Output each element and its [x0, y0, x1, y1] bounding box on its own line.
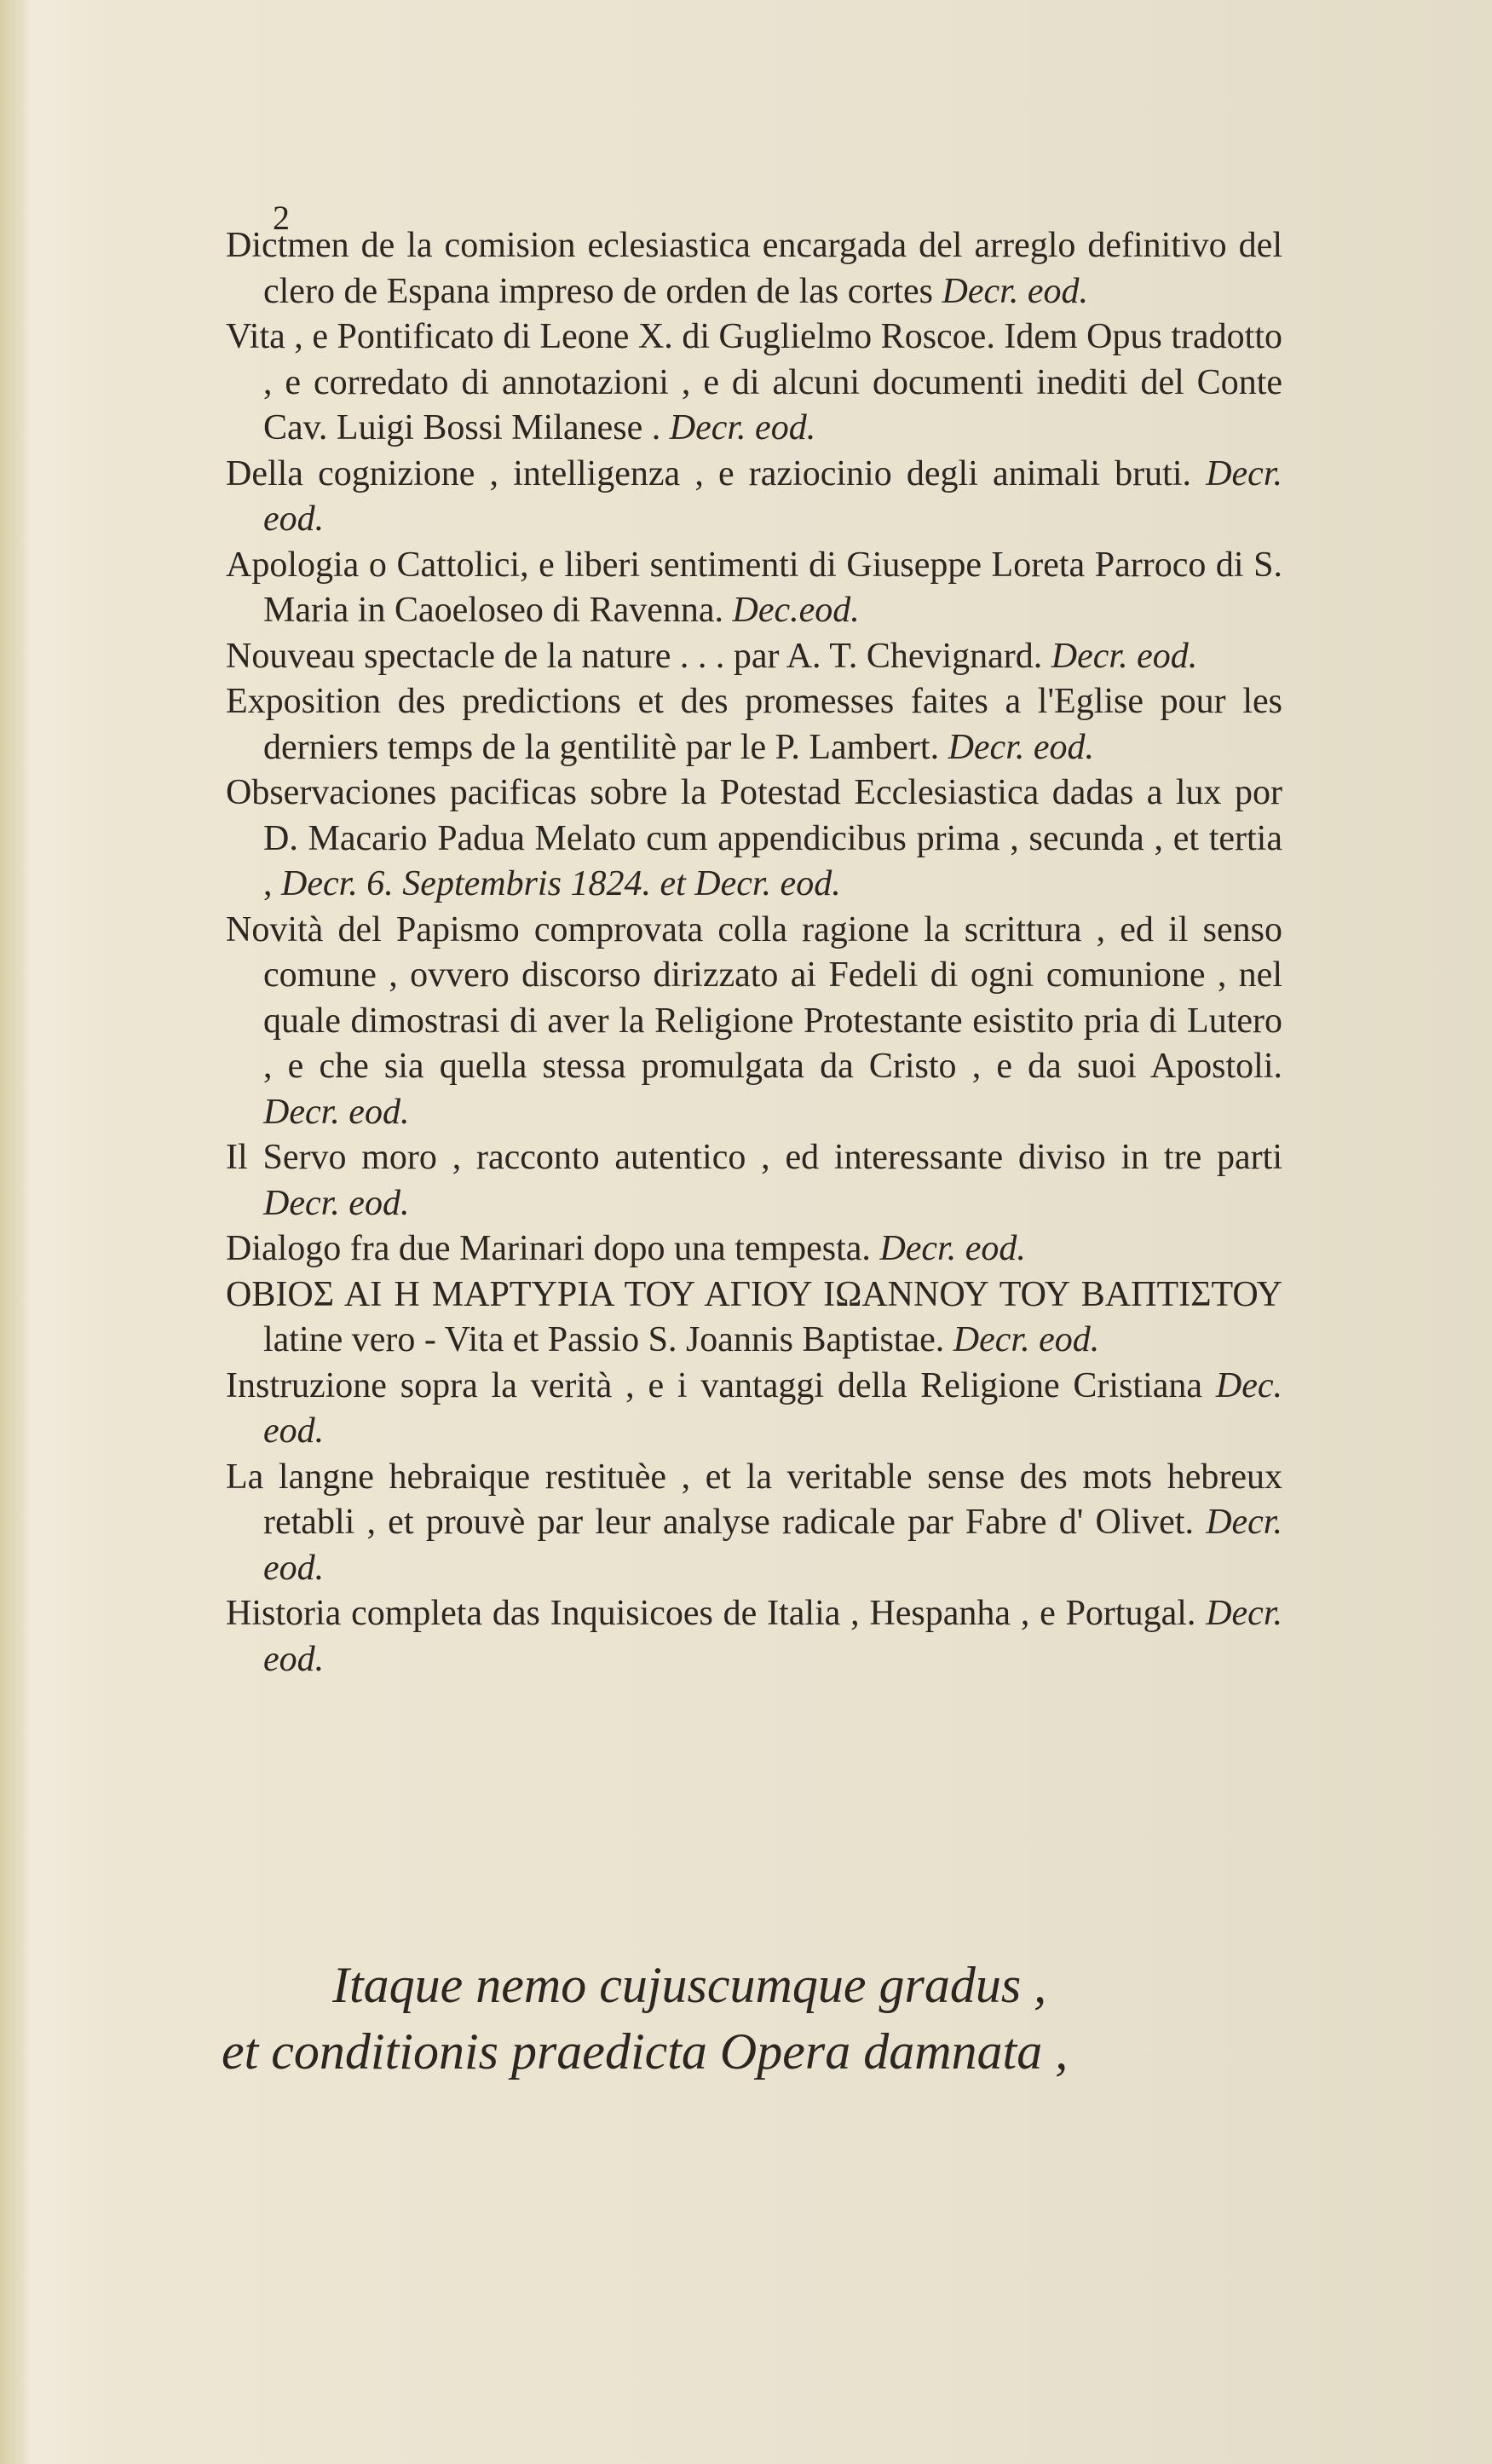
catalog-entry [226, 452, 1282, 543]
entry-title: Historia completa das Inquisicoes de Italia , Hespanha , e Portugal. [226, 1594, 1196, 1633]
catalog-entry [226, 908, 1282, 1136]
entry-title: Observaciones pacificas sobre la Potestad Ecclesiastica dadas a lux por D. Macario Padua Melato cum appendicibus prima , secunda , et tertia , [226, 773, 1282, 903]
catalog-entry [226, 679, 1282, 770]
catalog-entry [226, 1455, 1282, 1592]
catalog-entry [226, 1272, 1282, 1364]
entry-decree: Decr. eod. [263, 1183, 410, 1223]
catalog-entry [226, 543, 1282, 634]
entry-decree: Dec.eod. [732, 591, 860, 630]
entry-decree: Decr. eod. [669, 408, 816, 447]
entry-title: Instruzione sopra la verità , e i vantaggi della Religione Cristiana [226, 1365, 1203, 1405]
entry-decree: Dec. eod. [263, 1365, 1282, 1451]
page-number: 2 [273, 199, 290, 237]
entry-decree: Decr. eod. [948, 727, 1095, 767]
closing-sentence [222, 1952, 1278, 2085]
catalog-entry [226, 634, 1282, 680]
catalog-entry [226, 223, 1282, 314]
entry-decree: Decr. eod. [263, 1503, 1282, 1588]
catalog-entry [226, 1226, 1282, 1272]
entry-title: Dialogo fra due Marinari dopo una tempesta. [226, 1229, 871, 1268]
catalog-entry [226, 1135, 1282, 1226]
entry-title: Exposition des predictions et des promesses faites a l'Eglise pour les derniers temps de la gentilitè par le P. Lambert. [226, 682, 1282, 767]
entry-title: Novità del Papismo comprovata colla ragione la scrittura , ed il senso comune , ovvero discorso dirizzato ai Fedeli di ogni comunione , nel quale dimostrasi di aver la Religione Protestante esistito pria di Lutero , e che sia quella stessa promulgata da Cristo , e da suoi Apostoli. [226, 909, 1282, 1086]
entry-decree: Decr. eod. [953, 1320, 1100, 1359]
entry-decree: Decr. eod. [942, 271, 1088, 311]
entry-title: Il Servo moro , racconto autentico , ed interessante diviso in tre parti [226, 1138, 1282, 1177]
entry-title: Nouveau spectacle de la nature . . . par A. T. Chevignard. [226, 636, 1043, 676]
entry-decree: Decr. eod. [263, 1092, 410, 1132]
entry-decree: Decr. eod. [1051, 636, 1198, 676]
catalog-entry [226, 314, 1282, 452]
entry-decree: Decr. eod. [263, 453, 1283, 539]
entry-title: Apologia o Cattolici, e liberi sentimenti di Giuseppe Loreta Parroco di S. Maria in Caoeloseo di Ravenna. [226, 545, 1282, 630]
entry-decree: Decr. eod. [263, 1594, 1283, 1679]
entry-title: Della cognizione , intelligenza , e raziocinio degli animali bruti. [226, 453, 1192, 493]
entry-decree: Decr. 6. Septembris 1824. et Decr. eod. [281, 864, 841, 903]
closing-line-2: et conditionis praedicta Opera damnata , [222, 2023, 1069, 2080]
catalog-entry [226, 1364, 1282, 1455]
entry-title: Vita , e Pontificato di Leone X. di Guglielmo Roscoe. Idem Opus tradotto , e corredato di annotazioni , e di alcuni documenti inediti del Conte Cav. Luigi Bossi Milanese . [226, 317, 1282, 447]
entry-title: ΟΒΙΟΣ ΑΙ Η ΜΑΡΤΥΡΙΑ ΤΟΥ ΑΓΙΟΥ ΙΩΑΝΝΟΥ ΤΟΥ ΒΑΠΤΙΣΤΟΥ latine vero - Vita et Passio S. Joannis Baptistae. [226, 1274, 1282, 1359]
entry-title: Dictmen de la comision eclesiastica encargada del arreglo definitivo del clero de Espana impreso de orden de las cortes [226, 226, 1282, 311]
catalog-entry [226, 1591, 1282, 1682]
entry-decree: Decr. eod. [879, 1229, 1026, 1268]
entry-title: La langne hebraique restituèe , et la veritable sense des mots hebreux retabli , et prouvè par leur analyse radicale par Fabre d' Olivet. [226, 1457, 1282, 1542]
index-entries [226, 223, 1282, 1682]
closing-line-1: Itaque nemo cujuscumque gradus , [332, 1957, 1047, 2013]
catalog-entry [226, 770, 1282, 908]
